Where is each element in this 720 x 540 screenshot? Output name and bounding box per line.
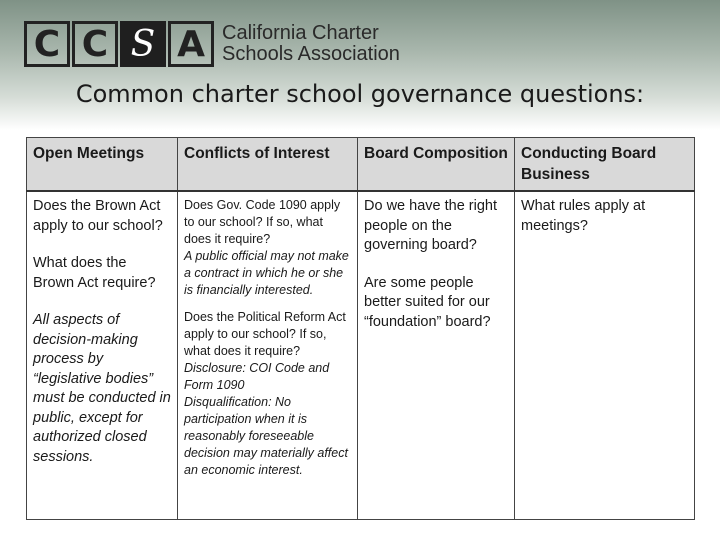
cell-text: Disclosure: COI Code and Form 1090 — [184, 361, 330, 392]
spacer — [33, 236, 171, 254]
spacer — [364, 256, 508, 274]
governance-table — [26, 137, 695, 520]
header-conducting-board-business: Conducting Board Business — [515, 138, 695, 192]
cell-text: Are some people better suited for our “foundation” board? — [364, 274, 491, 330]
cell-text: Do we have the right people on the governing board? — [364, 198, 497, 253]
logo-letter-s: S — [120, 21, 166, 67]
cell-text: Does Gov. Code 1090 apply to our school? If so, what does it require? — [184, 198, 341, 246]
cell-text: Does the Political Reform Act apply to our school? If so, what does it require? — [184, 310, 346, 358]
cell-text: Does the Brown Act apply to our school? — [33, 198, 163, 234]
cell-board-composition — [358, 191, 515, 519]
cell-open-meetings — [27, 191, 178, 519]
logo — [24, 20, 400, 68]
cell-conflicts-of-interest — [178, 191, 358, 519]
page-title: Common charter school governance questions: — [75, 80, 645, 108]
cell-text: Disqualification: No participation when it is reasonably foreseeable decision may materially affect an economic interest. — [184, 395, 348, 477]
table-row — [27, 191, 695, 519]
logo-letter-a: A — [168, 21, 214, 67]
header-open-meetings: Open Meetings — [27, 138, 178, 192]
logo-letter-c1: C — [24, 21, 70, 67]
header-conflicts-of-interest: Conflicts of Interest — [178, 138, 358, 192]
logo-text-line1: California Charter — [222, 22, 379, 44]
cell-text: What rules apply at meetings? — [521, 198, 646, 234]
table-header-row — [27, 138, 695, 192]
spacer — [184, 299, 351, 309]
cell-text: All aspects of decision-making process by “legislative bodies” must be conducted in public, except for authorized closed sessions. — [33, 312, 171, 465]
spacer — [33, 293, 171, 311]
header-board-composition: Board Composition — [358, 138, 515, 192]
logo-text — [222, 23, 400, 65]
logo-text-line2: Schools Association — [222, 43, 400, 65]
cell-text: What does the Brown Act require? — [33, 255, 156, 291]
cell-conducting-board-business — [515, 191, 695, 519]
logo-letter-c2: C — [72, 21, 118, 67]
cell-text: A public official may not make a contract in which he or she is financially interested. — [184, 249, 349, 297]
